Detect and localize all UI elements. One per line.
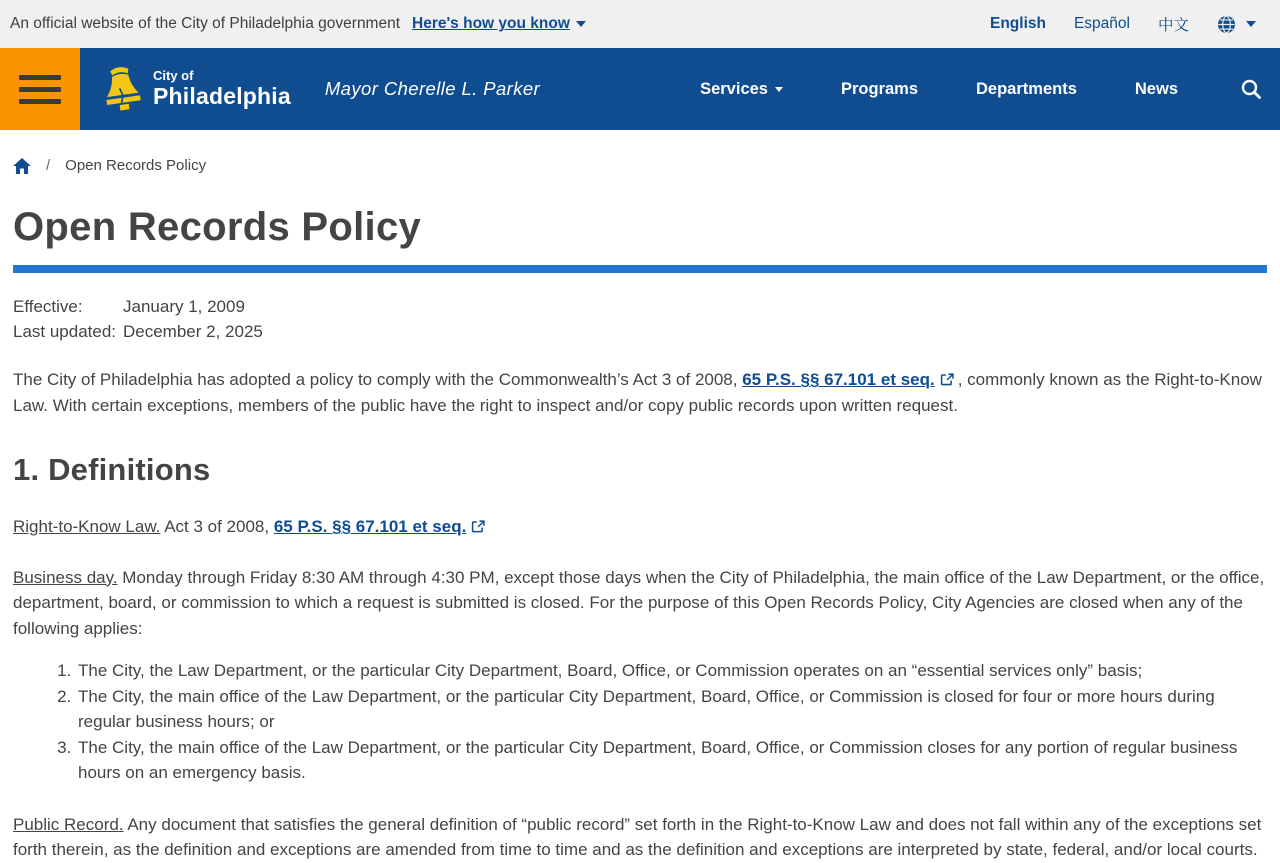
- nav-news[interactable]: News: [1134, 79, 1178, 98]
- home-icon: [13, 158, 31, 174]
- heres-how-you-know-button[interactable]: [412, 15, 586, 33]
- breadcrumb: [0, 130, 1280, 174]
- business-day-term: Business day.: [13, 567, 118, 587]
- mayor-tagline: Mayor Cherelle L. Parker: [324, 78, 541, 99]
- globe-icon: [1217, 15, 1236, 34]
- public-record-definition: Public Record. Any document that satisfies the general definition of “public record” set forth in the Right-to-Know Law and does not fall within any of the exceptions set forth therein, as the definition and exceptions are amended from time to time and as the definition and exceptions are interpreted by state, federal, and/or local courts.: [13, 814, 1262, 859]
- statute-link[interactable]: 65 P.S. §§ 67.101 et seq.: [273, 517, 467, 536]
- public-record-term: Public Record.: [13, 814, 124, 834]
- language-link-chinese[interactable]: 中文: [1157, 17, 1189, 34]
- list-item: 2. The City, the main office of the Law Department, or the particular City Department, Board, Office, or Commission is closed for four or more hours during regular business hours; or: [76, 684, 1267, 735]
- site-header: [0, 48, 1280, 130]
- title-divider: [13, 265, 1267, 273]
- breadcrumb-home-link[interactable]: [13, 158, 31, 174]
- right-to-know-definition: Right-to-Know Law. Act 3 of 2008, 65 P.S. §§ 67.101 et seq.: [13, 514, 1267, 540]
- page-title: Open Records Policy: [13, 205, 422, 249]
- external-link-icon: [940, 372, 955, 387]
- breadcrumb-separator: /: [46, 157, 51, 174]
- effective-value: January 1, 2009: [123, 297, 245, 316]
- chevron-down-icon: [576, 21, 586, 27]
- language-selector-button[interactable]: [1217, 15, 1256, 34]
- effective-label: Effective:: [13, 297, 83, 316]
- closed-conditions-list: [13, 658, 1267, 786]
- breadcrumb-current: Open Records Policy: [65, 157, 207, 174]
- official-banner: [0, 0, 1280, 48]
- language-link-english[interactable]: English: [989, 15, 1046, 32]
- intro-paragraph: The City of Philadelphia has adopted a policy to comply with the Commonwealth’s Act 3 of 2008, 65 P.S. §§ 67.101 et seq. , commonly known as the Right-to-Know Law. With certain exceptions, members of the public have the right to inspect and/or copy public records upon written request.: [13, 370, 1262, 415]
- last-updated-label: Last updated:: [13, 322, 117, 341]
- language-link-espanol[interactable]: Español: [1073, 15, 1130, 32]
- statute-link[interactable]: 65 P.S. §§ 67.101 et seq.: [742, 370, 935, 389]
- heres-how-you-know-label: Here's how you know: [412, 15, 570, 32]
- logo-city-of: City of: [153, 68, 194, 84]
- main-nav: [700, 48, 1280, 130]
- chevron-down-icon: [775, 87, 783, 92]
- nav-programs[interactable]: Programs: [840, 79, 919, 98]
- last-updated-row: [13, 319, 1267, 344]
- main-content: [0, 205, 1280, 863]
- definitions-heading: 1. Definitions: [13, 452, 211, 487]
- last-updated-value: December 2, 2025: [123, 322, 263, 341]
- business-day-definition: Business day. Monday through Friday 8:30 AM through 4:30 PM, except those days when the City of Philadelphia, the main office of the Law Department, or the office, department, board, or commission to which a request is submitted is closed. For the purpose of this Open Records Policy, City Agencies are closed when any of the following applies:: [13, 567, 1265, 638]
- search-icon: [1240, 78, 1262, 100]
- menu-button[interactable]: [0, 48, 80, 130]
- list-item: 1. The City, the Law Department, or the particular City Department, Board, Office, or Commission operates on an “essential services only” basis;: [76, 658, 1267, 684]
- chevron-down-icon: [1246, 21, 1256, 27]
- nav-departments[interactable]: Departments: [976, 79, 1077, 98]
- city-of-philadelphia-logo[interactable]: [100, 48, 291, 130]
- nav-services[interactable]: Services: [700, 80, 783, 99]
- external-link-icon: [471, 519, 486, 534]
- search-button[interactable]: [1236, 74, 1266, 104]
- logo-philadelphia: Philadelphia: [153, 82, 291, 109]
- hamburger-icon: [19, 75, 61, 80]
- policy-meta: [13, 294, 1267, 344]
- liberty-bell-icon: [100, 64, 144, 114]
- official-website-text: An official website of the City of Philadelphia government: [10, 15, 401, 32]
- list-item: 3. The City, the main office of the Law Department, or the particular City Department, Board, Office, or Commission closes for any portion of regular business hours on an emergency basis.: [76, 735, 1267, 786]
- effective-row: [13, 294, 1267, 319]
- right-to-know-term: Right-to-Know Law.: [13, 517, 161, 536]
